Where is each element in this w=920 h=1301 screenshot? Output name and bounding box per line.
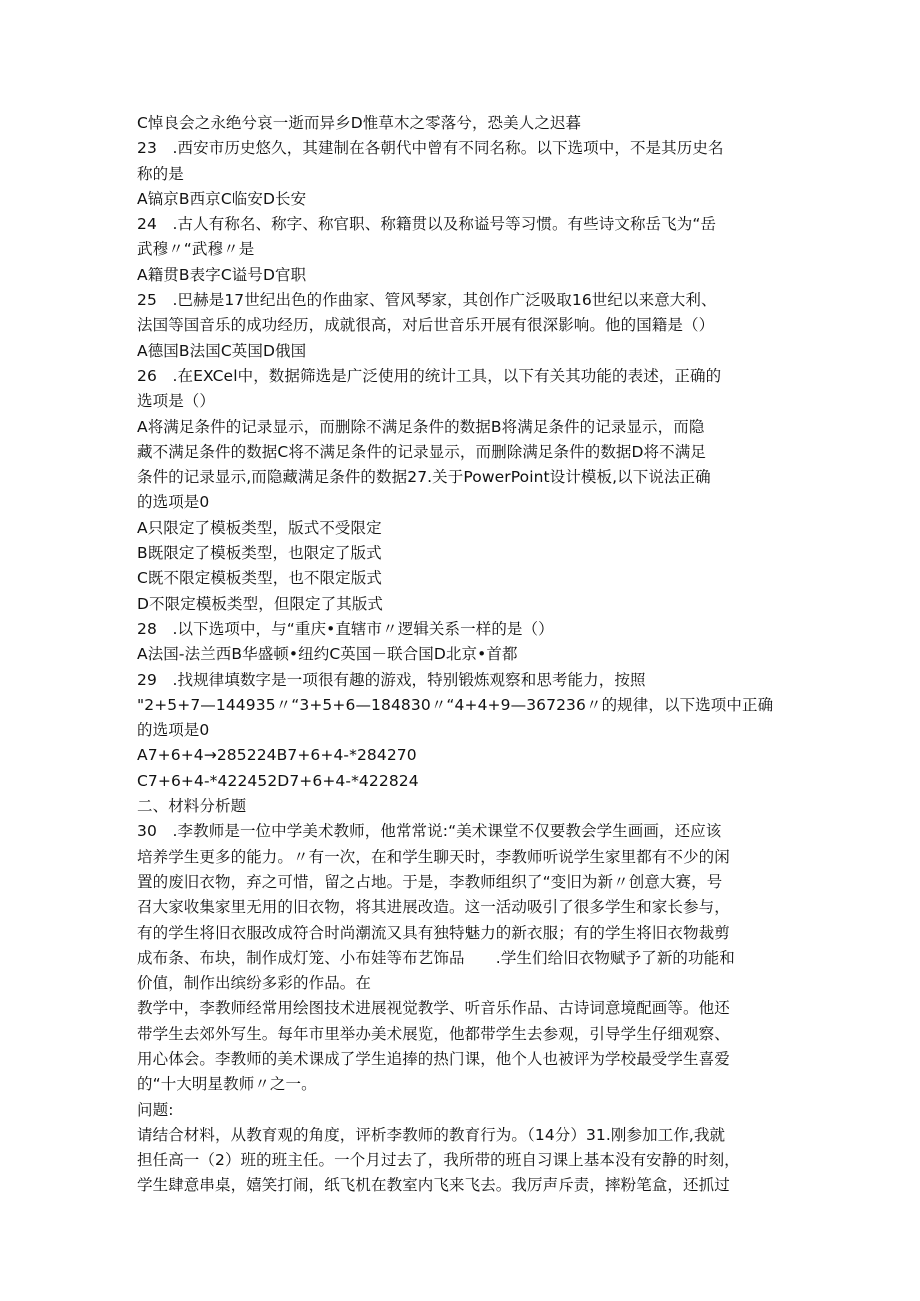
text-line: 培养学生更多的能力。〃有一次，在和学生聊天时，李教师听说学生家里都有不少的闲 bbox=[137, 847, 730, 866]
text-line: C7+6+4-*422452D7+6+4-*422824 bbox=[137, 771, 419, 790]
text-line: B既限定了模板类型，也限定了版式 bbox=[137, 544, 382, 563]
text-line: A德国B法国C英国D俄国 bbox=[137, 341, 307, 360]
text-line: 选项是（） bbox=[137, 392, 216, 411]
text-line: 武穆〃“武穆〃是 bbox=[137, 240, 255, 259]
text-line: 带学生去郊外写生。每年市里举办美术展览，他都带学生去参观，引导学生仔细观察、 bbox=[137, 1024, 730, 1043]
text-line: C悼良会之永绝兮哀一逝而异乡D惟草木之零落兮，恐美人之迟暮 bbox=[137, 114, 582, 132]
text-line: 置的废旧衣物，弃之可惜，留之占地。于是，李教师组织了“变旧为新〃创意大赛，号 bbox=[137, 872, 723, 891]
text-line: "2+5+7—144935〃“3+5+6—184830〃“4+4+9—367236〃的规律，以下选项中正确 bbox=[137, 695, 774, 714]
text-line: 的“十大明星教师〃之一。 bbox=[137, 1075, 317, 1094]
text-line: 23 .西安市历史悠久，其建制在各朝代中曾有不同名称。以下选项中，不是其历史名 bbox=[137, 139, 724, 158]
text-line: 的选项是0 bbox=[137, 721, 210, 740]
text-line: 称的是 bbox=[137, 164, 184, 183]
text-line: 26 .在EXCel中，数据筛选是广泛使用的统计工具，以下有关其功能的表述，正确的 bbox=[137, 366, 722, 385]
text-line: A只限定了模板类型，版式不受限定 bbox=[137, 518, 382, 537]
text-line: 29 .找规律填数字是一项很有趣的游戏，特别锻炼观察和思考能力，按照 bbox=[137, 670, 646, 689]
text-line: 问题: bbox=[137, 1100, 174, 1119]
text-line: 学生肆意串桌，嬉笑打闹，纸飞机在教室内飞来飞去。我厉声斥责，摔粉笔盒，还抓过 bbox=[137, 1176, 730, 1195]
text-line: 担任高一（2）班的班主任。一个月过去了，我所带的班自习课上基本没有安静的时刻， bbox=[137, 1151, 740, 1170]
text-line: 成布条、布块，制作成灯笼、小布娃等布艺饰品 .学生们给旧衣物赋予了新的功能和 bbox=[137, 948, 735, 967]
section-heading: 二、材料分析题 bbox=[137, 797, 247, 816]
text-line: 24 .古人有称名、称字、称官职、称籍贯以及称谥号等习惯。有些诗文称岳飞为“岳 bbox=[137, 215, 717, 234]
text-line: 30 .李教师是一位中学美术教师，他常常说:“美术课堂不仅要教会学生画画，还应该 bbox=[137, 822, 722, 841]
document-body bbox=[137, 111, 797, 1199]
text-line: A法国-法兰西B华盛顿•纽约C英国－联合国D北京•首都 bbox=[137, 645, 518, 664]
text-line: 条件的记录显示,而隐藏满足条件的数据27.关于PowerPoint设计模板,以下说法正确 bbox=[137, 468, 711, 487]
text-line: 法国等国音乐的成功经历，成就很高，对后世音乐开展有很深影响。他的国籍是（） bbox=[137, 316, 715, 335]
text-line: 用心体会。李教师的美术课成了学生追捧的热门课，他个人也被评为学校最受学生喜爱 bbox=[137, 1049, 730, 1068]
text-line: 价值，制作出缤纷多彩的作品。在 bbox=[137, 974, 372, 993]
text-line: D不限定模板类型，但限定了其版式 bbox=[137, 594, 384, 613]
text-line: 28 .以下选项中，与“重庆•直辖市〃逻辑关系一样的是（） bbox=[137, 619, 554, 638]
text-line: A籍贯B表字C谥号D官职 bbox=[137, 265, 307, 284]
text-line: 25 .巴赫是17世纪出色的作曲家、管风琴家，其创作广泛吸取16世纪以来意大利、 bbox=[137, 291, 717, 310]
text-line: 藏不满足条件的数据C将不满足条件的记录显示，而删除满足条件的数据D将不满足 bbox=[137, 442, 706, 461]
text-line: 的选项是0 bbox=[137, 493, 210, 512]
text-line: C既不限定模板类型，也不限定版式 bbox=[137, 569, 382, 588]
text-line: 请结合材料，从教育观的角度，评析李教师的教育行为。（14分）31.刚参加工作,我就 bbox=[137, 1125, 726, 1144]
text-line: A将满足条件的记录显示，而删除不满足条件的数据B将满足条件的记录显示，而隐 bbox=[137, 417, 705, 436]
text-line: 召大家收集家里无用的旧衣物，将其进展改造。这一活动吸引了很多学生和家长参与， bbox=[137, 898, 730, 917]
text-line: A镐京B西京C临安D长安 bbox=[137, 189, 307, 208]
text-line: A7+6+4→285224B7+6+4-*284270 bbox=[137, 746, 417, 765]
text-line: 教学中，李教师经常用绘图技术进展视觉教学、听音乐作品、古诗词意境配画等。他还 bbox=[137, 999, 730, 1018]
text-line: 有的学生将旧衣服改成符合时尚潮流又具有独特魅力的新衣服；有的学生将旧衣物裁剪 bbox=[137, 923, 730, 942]
